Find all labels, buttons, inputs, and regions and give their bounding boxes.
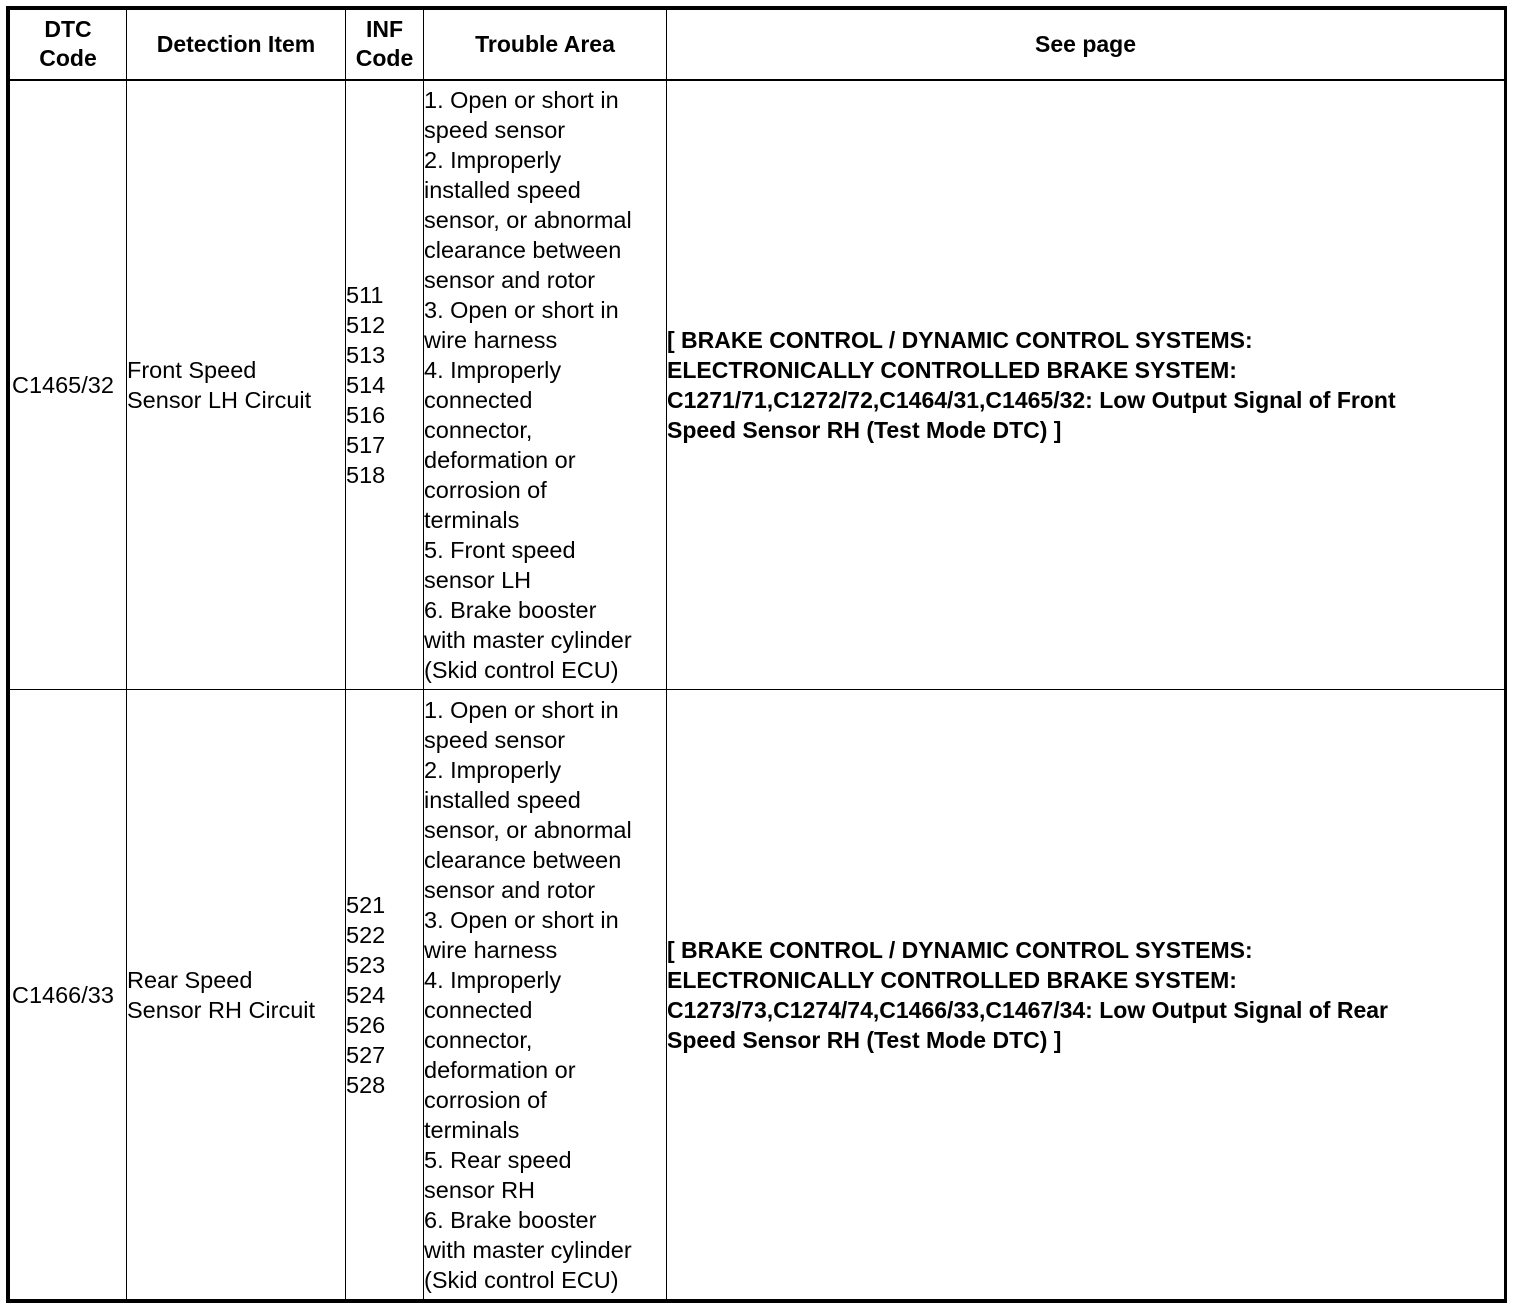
- trouble-area-cell: [424, 80, 667, 690]
- trouble-area-line: deformation or: [424, 446, 576, 473]
- trouble-area-line: 3. Open or short in: [424, 906, 619, 933]
- trouble-area-list: [424, 695, 666, 1295]
- inf-code-value: 528: [346, 1071, 386, 1098]
- see-page-line: Speed Sensor RH (Test Mode DTC) ]: [667, 1026, 1062, 1053]
- see-page-line: ELECTRONICALLY CONTROLLED BRAKE SYSTEM:: [667, 966, 1237, 993]
- trouble-area-line: clearance between: [424, 236, 622, 263]
- table-body: [10, 80, 1505, 1300]
- detection-item-cell: [127, 80, 346, 690]
- see-page-line: [ BRAKE CONTROL / DYNAMIC CONTROL SYSTEMS:: [667, 326, 1253, 353]
- detection-item-cell: [127, 690, 346, 1300]
- see-page-line: Speed Sensor RH (Test Mode DTC) ]: [667, 416, 1062, 443]
- trouble-area-line: connector,: [424, 416, 533, 443]
- inf-code-value: 524: [346, 981, 386, 1008]
- inf-code-value: 513: [346, 341, 386, 368]
- see-page-line: C1273/73,C1274/74,C1466/33,C1467/34: Low Output Signal of Rear: [667, 996, 1388, 1023]
- table-row: [10, 690, 1505, 1300]
- trouble-area-line: sensor RH: [424, 1176, 536, 1203]
- trouble-area-line: wire harness: [424, 326, 558, 353]
- inf-code-value: 521: [346, 891, 386, 918]
- trouble-area-line: 3. Open or short in: [424, 296, 619, 323]
- header-trouble-area: Trouble Area: [424, 10, 667, 80]
- inf-code-value: 526: [346, 1011, 386, 1038]
- see-page-link[interactable]: [667, 690, 1505, 1300]
- detection-item-line: Front Speed: [127, 356, 257, 383]
- trouble-area-line: connector,: [424, 1026, 533, 1053]
- inf-code-value: 511: [346, 281, 384, 308]
- trouble-area-line: corrosion of: [424, 476, 547, 503]
- dtc-table: [9, 9, 1505, 1300]
- trouble-area-line: sensor and rotor: [424, 876, 596, 903]
- inf-code-cell: [346, 690, 424, 1300]
- dtc-code-cell: C1465/32: [10, 80, 127, 690]
- see-page-link[interactable]: [667, 80, 1505, 690]
- trouble-area-line: (Skid control ECU): [424, 1266, 619, 1293]
- trouble-area-line: 2. Improperly: [424, 756, 562, 783]
- trouble-area-line: (Skid control ECU): [424, 656, 619, 683]
- header-dtc-code: [10, 10, 127, 80]
- trouble-area-line: terminals: [424, 1116, 520, 1143]
- trouble-area-cell: [424, 690, 667, 1300]
- trouble-area-line: sensor and rotor: [424, 266, 596, 293]
- inf-code-value: 527: [346, 1041, 386, 1068]
- trouble-area-line: connected: [424, 386, 533, 413]
- header-inf-code: [346, 10, 424, 80]
- trouble-area-line: 4. Improperly: [424, 966, 562, 993]
- header-inf-code-line-2: Code: [355, 45, 414, 72]
- detection-item-line: Rear Speed: [127, 966, 253, 993]
- trouble-area-line: speed sensor: [424, 726, 566, 753]
- trouble-area-line: 2. Improperly: [424, 146, 562, 173]
- header-dtc-code-line-2: Code: [39, 45, 97, 72]
- detection-item-line: Sensor LH Circuit: [127, 386, 312, 413]
- inf-code-value: 523: [346, 951, 386, 978]
- inf-code-value: 522: [346, 921, 386, 948]
- trouble-area-line: wire harness: [424, 936, 558, 963]
- trouble-area-line: 5. Rear speed: [424, 1146, 572, 1173]
- header-dtc-code-line-1: DTC: [44, 16, 92, 43]
- see-page-line: C1271/71,C1272/72,C1464/31,C1465/32: Low Output Signal of Front: [667, 386, 1396, 413]
- trouble-area-line: 6. Brake booster: [424, 1206, 597, 1233]
- trouble-area-line: sensor, or abnormal: [424, 206, 632, 233]
- inf-code-value: 517: [346, 431, 386, 458]
- trouble-area-line: deformation or: [424, 1056, 576, 1083]
- trouble-area-line: 1. Open or short in: [424, 696, 619, 723]
- trouble-area-line: with master cylinder: [424, 626, 632, 653]
- header-see-page: See page: [667, 10, 1505, 80]
- trouble-area-line: installed speed: [424, 786, 581, 813]
- trouble-area-line: installed speed: [424, 176, 581, 203]
- table-row: [10, 80, 1505, 690]
- see-page-line: ELECTRONICALLY CONTROLLED BRAKE SYSTEM:: [667, 356, 1237, 383]
- trouble-area-line: connected: [424, 996, 533, 1023]
- trouble-area-line: with master cylinder: [424, 1236, 632, 1263]
- trouble-area-line: speed sensor: [424, 116, 566, 143]
- inf-code-value: 518: [346, 461, 386, 488]
- inf-code-value: 514: [346, 371, 386, 398]
- trouble-area-line: 5. Front speed: [424, 536, 576, 563]
- header-detection-item: Detection Item: [127, 10, 346, 80]
- trouble-area-line: clearance between: [424, 846, 622, 873]
- inf-code-value: 512: [346, 311, 386, 338]
- inf-code-value: 516: [346, 401, 386, 428]
- see-page-line: [ BRAKE CONTROL / DYNAMIC CONTROL SYSTEMS:: [667, 936, 1253, 963]
- trouble-area-line: sensor LH: [424, 566, 532, 593]
- header-row: [10, 10, 1505, 80]
- trouble-area-line: 6. Brake booster: [424, 596, 597, 623]
- trouble-area-line: 1. Open or short in: [424, 86, 619, 113]
- trouble-area-list: [424, 85, 666, 685]
- trouble-area-line: 4. Improperly: [424, 356, 562, 383]
- inf-code-cell: [346, 80, 424, 690]
- trouble-area-line: terminals: [424, 506, 520, 533]
- trouble-area-line: corrosion of: [424, 1086, 547, 1113]
- trouble-area-line: sensor, or abnormal: [424, 816, 632, 843]
- header-inf-code-line-1: INF: [365, 16, 404, 43]
- detection-item-line: Sensor RH Circuit: [127, 996, 316, 1023]
- dtc-code-cell: C1466/33: [10, 690, 127, 1300]
